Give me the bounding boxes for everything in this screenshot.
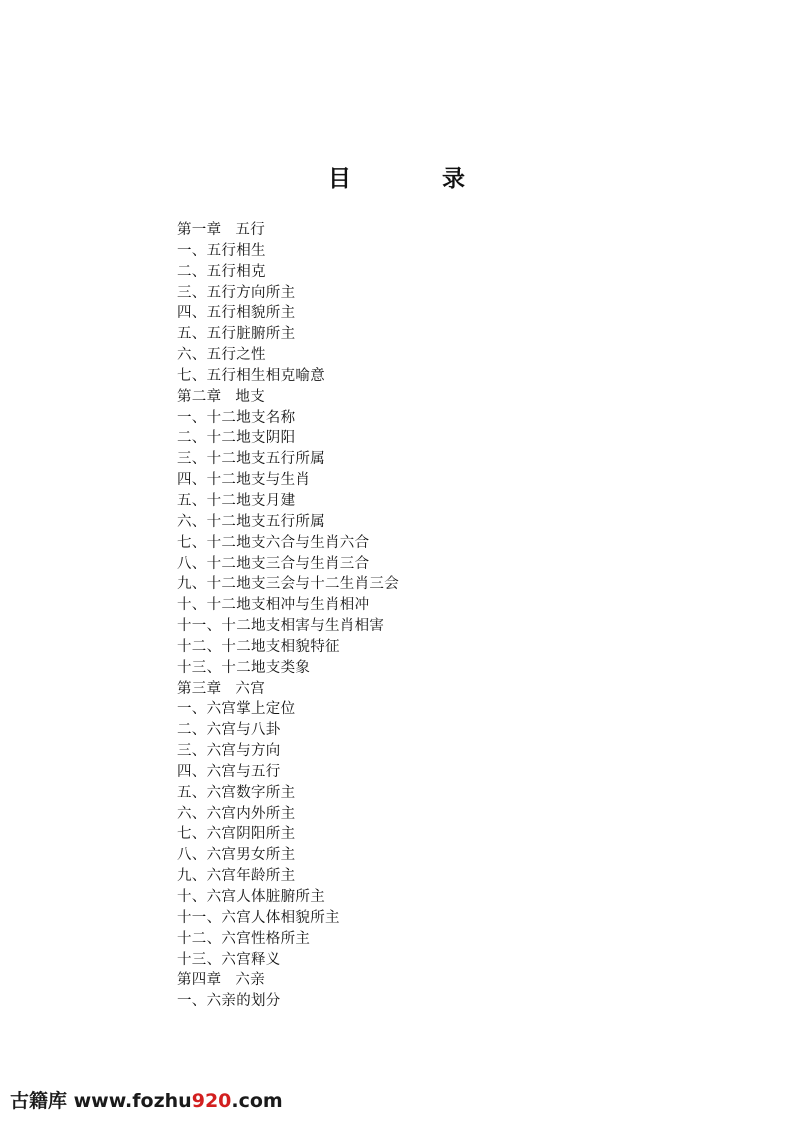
chapter-number: 第三章: [177, 680, 222, 697]
page-title: 目 录: [328, 166, 499, 192]
toc-section-entry[interactable]: 七、六宫阴阳所主: [177, 826, 296, 843]
toc-section-entry[interactable]: 九、十二地支三会与十二生肖三会: [177, 576, 399, 593]
chapter-number: 第四章: [177, 972, 222, 989]
chapter-number: 第一章: [177, 222, 222, 238]
toc-section-entry[interactable]: 四、六宫与五行: [177, 763, 281, 780]
chapter-title: 地支: [235, 388, 266, 405]
toc-section-entry[interactable]: 十二、六宫性格所主: [177, 930, 311, 947]
watermark-domain-suffix: .com: [231, 1090, 283, 1112]
toc-chapter-heading[interactable]: [177, 970, 399, 991]
toc-section-entry[interactable]: 二、五行相克: [177, 263, 266, 280]
toc-section-entry[interactable]: 四、五行相貌所主: [177, 305, 296, 322]
toc-section-entry[interactable]: 十一、六宫人体相貌所主: [177, 909, 340, 926]
toc-section-entry[interactable]: 三、十二地支五行所属: [177, 451, 325, 468]
toc-section-entry[interactable]: 五、五行脏腑所主: [177, 326, 296, 343]
toc-chapter-heading[interactable]: [177, 220, 399, 241]
toc-section-entry[interactable]: 四、十二地支与生肖: [177, 472, 311, 489]
toc-section-entry[interactable]: 十三、十二地支类象: [177, 659, 311, 676]
chapter-number: 第二章: [177, 388, 222, 405]
toc-section-entry[interactable]: 十一、十二地支相害与生肖相害: [177, 618, 385, 635]
toc-section-entry[interactable]: 七、五行相生相克喻意: [177, 367, 325, 384]
toc-section-entry[interactable]: 六、十二地支五行所属: [177, 513, 325, 530]
toc-section-entry[interactable]: 一、六亲的划分: [177, 993, 281, 1010]
chapter-title: 五行: [235, 222, 266, 238]
toc-section-entry[interactable]: 九、六宫年龄所主: [177, 868, 296, 885]
chapter-title: 六宫: [235, 680, 266, 697]
toc-section-entry[interactable]: 三、六宫与方向: [177, 743, 281, 760]
toc-section-entry[interactable]: 一、十二地支名称: [177, 409, 296, 426]
watermark-text: 古籍库 www.fozhu: [10, 1090, 192, 1112]
toc-section-entry[interactable]: 八、六宫男女所主: [177, 847, 296, 864]
toc-section-entry[interactable]: 一、五行相生: [177, 242, 266, 259]
watermark-accent-number: 920: [191, 1090, 232, 1112]
toc-section-entry[interactable]: 五、六宫数字所主: [177, 784, 296, 801]
toc-section-entry[interactable]: 一、六宫掌上定位: [177, 701, 296, 718]
toc-section-entry[interactable]: 八、十二地支三合与生肖三合: [177, 555, 370, 572]
toc-section-entry[interactable]: 十三、六宫释义: [177, 951, 281, 968]
toc-section-entry[interactable]: 六、六宫内外所主: [177, 805, 296, 822]
toc-chapter-heading[interactable]: [177, 387, 399, 408]
toc-section-entry[interactable]: 六、五行之性: [177, 347, 266, 364]
site-watermark: [10, 1089, 283, 1113]
chapter-title: 六亲: [235, 972, 266, 989]
toc-section-entry[interactable]: 五、十二地支月建: [177, 492, 296, 509]
table-of-contents: [177, 220, 399, 1012]
toc-section-entry[interactable]: 十二、十二地支相貌特征: [177, 638, 340, 655]
toc-section-entry[interactable]: 十、六宫人体脏腑所主: [177, 889, 325, 905]
toc-section-entry[interactable]: 十、十二地支相冲与生肖相冲: [177, 597, 370, 614]
toc-section-entry[interactable]: 七、十二地支六合与生肖六合: [177, 534, 370, 551]
toc-section-entry[interactable]: 二、六宫与八卦: [177, 722, 281, 739]
toc-chapter-heading[interactable]: [177, 679, 399, 700]
toc-section-entry[interactable]: 二、十二地支阴阳: [177, 430, 296, 447]
toc-section-entry[interactable]: 三、五行方向所主: [177, 284, 296, 301]
